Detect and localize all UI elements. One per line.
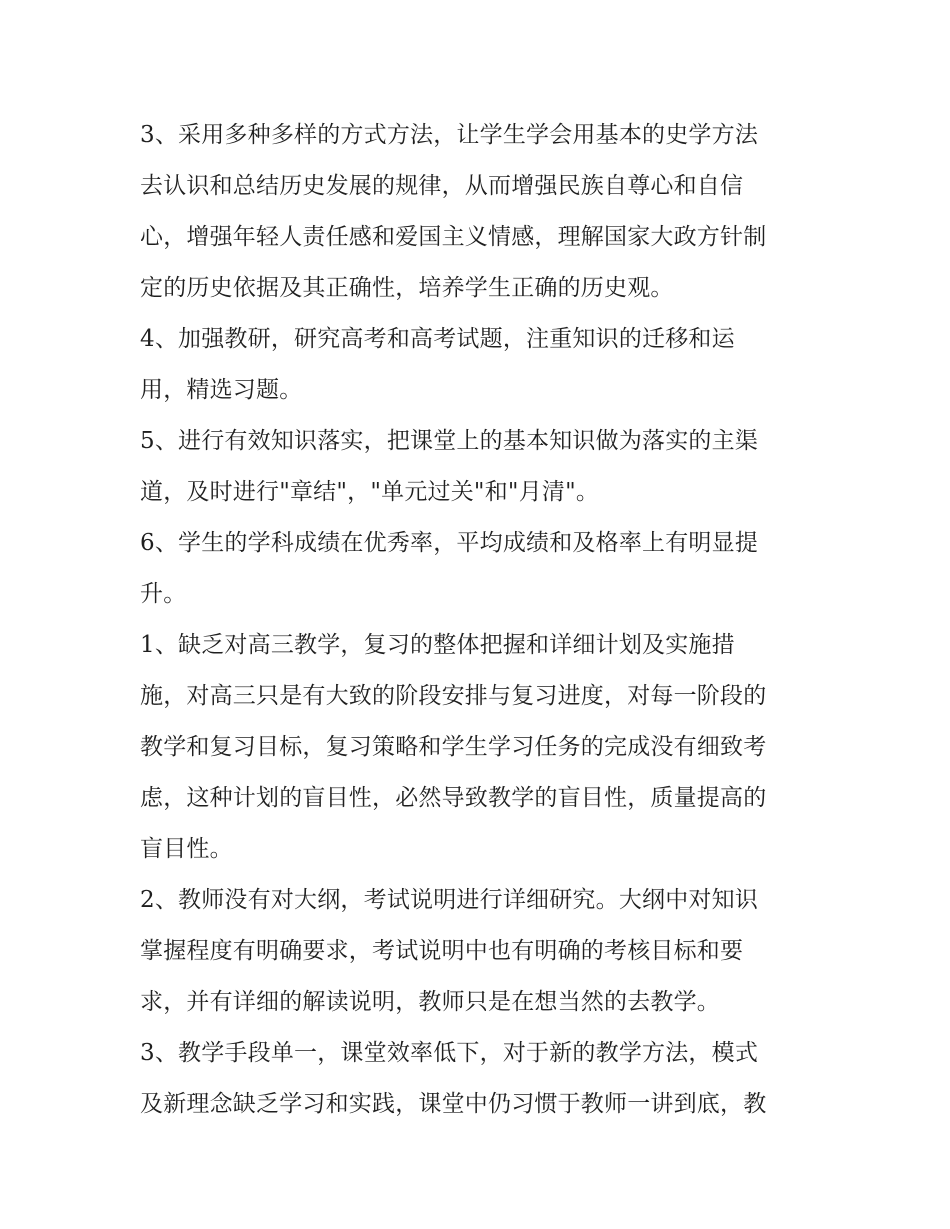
text-line: 道，及时进行"章结"，"单元过关"和"月清"。 (140, 479, 600, 505)
text-line: 去认识和总结历史发展的规律，从而增强民族自尊心和自信 (140, 173, 744, 199)
text-line: 定的历史依据及其正确性，培养学生正确的历史观。 (140, 275, 674, 301)
text-line: 2、教师没有对大纲，考试说明进行详细研究。大纲中对知识 (140, 887, 759, 913)
text-line: 4、加强教研，研究高考和高考试题，注重知识的迁移和运 (140, 326, 735, 352)
text-line: 升。 (140, 581, 187, 607)
text-line: 求，并有详细的解读说明，教师只是在想当然的去教学。 (140, 989, 720, 1015)
document-body (140, 110, 820, 1130)
text-line: 施，对高三只是有大致的阶段安排与复习进度，对每一阶段的 (140, 683, 767, 709)
text-line: 掌握程度有明确要求，考试说明中也有明确的考核目标和要 (140, 938, 744, 964)
text-line: 6、学生的学科成绩在优秀率，平均成绩和及格率上有明显提 (140, 530, 759, 556)
text-line: 3、教学手段单一，课堂效率低下，对于新的教学方法，模式 (140, 1040, 759, 1066)
text-line: 心，增强年轻人责任感和爱国主义情感，理解国家大政方针制 (140, 224, 767, 250)
text-line: 盲目性。 (140, 836, 233, 862)
text-line: 虑，这种计划的盲目性，必然导致教学的盲目性，质量提高的 (140, 785, 767, 811)
text-line: 及新理念缺乏学习和实践，课堂中仍习惯于教师一讲到底，教 (140, 1091, 767, 1117)
text-line: 1、缺乏对高三教学，复习的整体把握和详细计划及实施措 (140, 632, 735, 658)
text-line: 教学和复习目标，复习策略和学生学习任务的完成没有细致考 (140, 734, 767, 760)
text-line: 用，精选习题。 (140, 377, 303, 403)
text-line: 3、采用多种多样的方式方法，让学生学会用基本的史学方法 (140, 122, 759, 148)
text-line: 5、进行有效知识落实，把课堂上的基本知识做为落实的主渠 (140, 428, 759, 454)
